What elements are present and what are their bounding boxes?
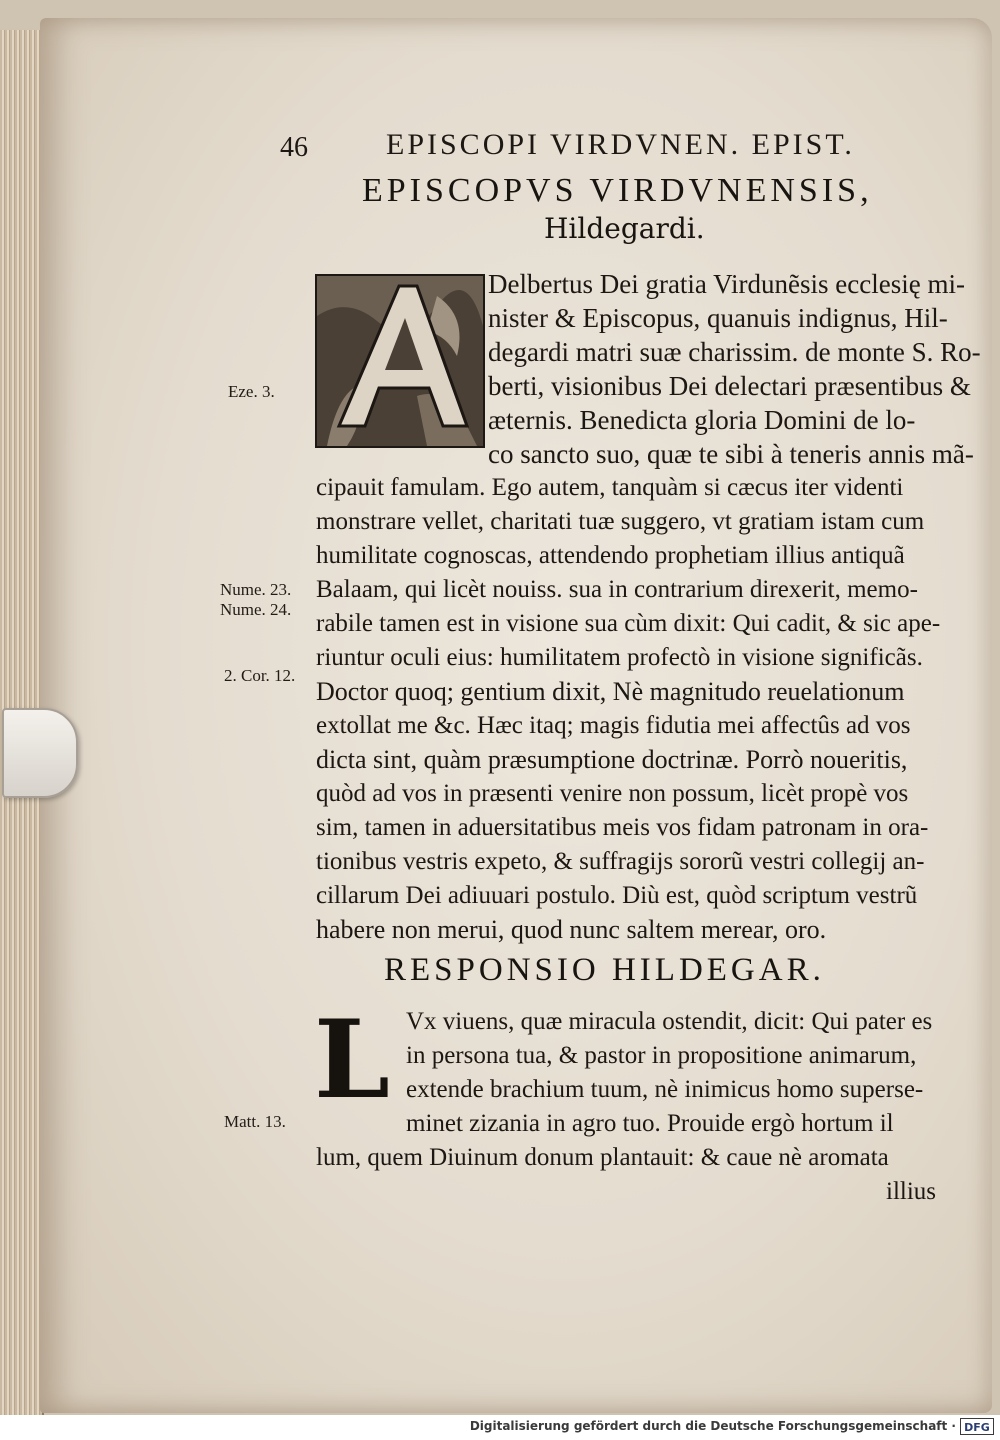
letter-line: degardi matri suæ charissim. de monte S. Ro- xyxy=(488,337,981,367)
letter-line: quòd ad vos in præsenti venire non possum, licèt propè vos xyxy=(316,780,909,807)
woodcut-illustration-icon xyxy=(317,276,483,446)
page-clip xyxy=(2,708,78,798)
margin-note: Nume. 23. xyxy=(220,580,292,599)
decorated-initial-a xyxy=(315,274,485,448)
response-line: Vx viuens, quæ miracula ostendit, dicit: Qui pater es xyxy=(406,1008,933,1035)
response-line: minet zizania in agro tuo. Prouide ergò hortum il xyxy=(406,1110,894,1137)
letter-line: Delbertus Dei gratia Virdunẽsis ecclesię mi- xyxy=(488,269,965,299)
letter-line: habere non merui, quod nunc saltem merear, oro. xyxy=(316,915,827,944)
letter-line: rabile tamen est in visione sua cùm dixit: Qui cadit, & sic ape- xyxy=(316,610,941,637)
response-line: extende brachium tuum, nè inimicus homo superse- xyxy=(406,1076,924,1103)
letter-line: humilitate cognoscas, attendendo prophetiam illius antiquã xyxy=(316,542,905,569)
letter-line: æternis. Benedicta gloria Domini de lo- xyxy=(488,405,916,435)
response-line: illius xyxy=(886,1178,937,1205)
response-line: in persona tua, & pastor in propositione animarum, xyxy=(406,1042,917,1069)
letter-title: EPISCOPVS VIRDVNENSIS, xyxy=(362,172,873,209)
initial-letter-l xyxy=(314,997,400,1123)
letter-line: co sancto suo, quæ te sibi à teneris annis mã- xyxy=(488,439,974,469)
margin-note: 2. Cor. 12. xyxy=(224,666,296,685)
letter-addressee: Hildegardi. xyxy=(544,212,705,245)
funding-credit: Digitalisierung gefördert durch die Deutsche Forschungsgemeinschaft · xyxy=(469,1419,956,1433)
digitization-footer xyxy=(0,1415,1000,1440)
letter-line: extollat me &c. Hæc itaq; magis fidutia mei affectûs ad vos xyxy=(316,712,911,739)
letter-line: dicta sint, quàm præsumptione doctrinæ. Porrò noueritis, xyxy=(316,745,908,774)
letter-line: monstrare vellet, charitati tuæ suggero, vt gratiam istam cum xyxy=(316,508,925,535)
margin-note: Eze. 3. xyxy=(228,382,275,401)
letter-line: riuntur oculi eius: humilitatem profectò in visione significãs. xyxy=(316,644,923,671)
page-header xyxy=(280,128,920,172)
letter-line: cipauit famulam. Ego autem, tanquàm si cæcus iter videnti xyxy=(316,474,904,501)
letter-line: berti, visionibus Dei delectari præsentibus & xyxy=(488,371,971,401)
letter-line: nister & Episcopus, quanuis indignus, Hil- xyxy=(488,303,948,333)
letter-line: Balaam, qui licèt nouiss. sua in contrarium direxerit, memo- xyxy=(316,576,918,603)
dfg-logo-icon: DFG xyxy=(960,1418,994,1435)
letter-line: Doctor quoq; gentium dixit, Nè magnitudo reuelationum xyxy=(316,677,905,706)
margin-note: Nume. 24. xyxy=(220,600,292,619)
response-heading: RESPONSIO HILDEGAR. xyxy=(384,952,825,988)
margin-note: Matt. 13. xyxy=(224,1112,286,1131)
letter-line: tionibus vestris expeto, & suffragijs sororũ vestri collegij an- xyxy=(316,848,925,875)
page-number: 46 xyxy=(280,132,308,163)
running-title: EPISCOPI VIRDVNEN. EPIST. xyxy=(386,128,855,161)
letter-line: cillarum Dei adiuuari postulo. Diù est, quòd scriptum vestrũ xyxy=(316,882,918,909)
initial-l-glyph: L xyxy=(314,997,390,1123)
letter-line: sim, tamen in aduersitatibus meis vos fidam patronam in ora- xyxy=(316,814,929,841)
response-line: lum, quem Diuinum donum plantauit: & caue nè aromata xyxy=(316,1144,889,1171)
